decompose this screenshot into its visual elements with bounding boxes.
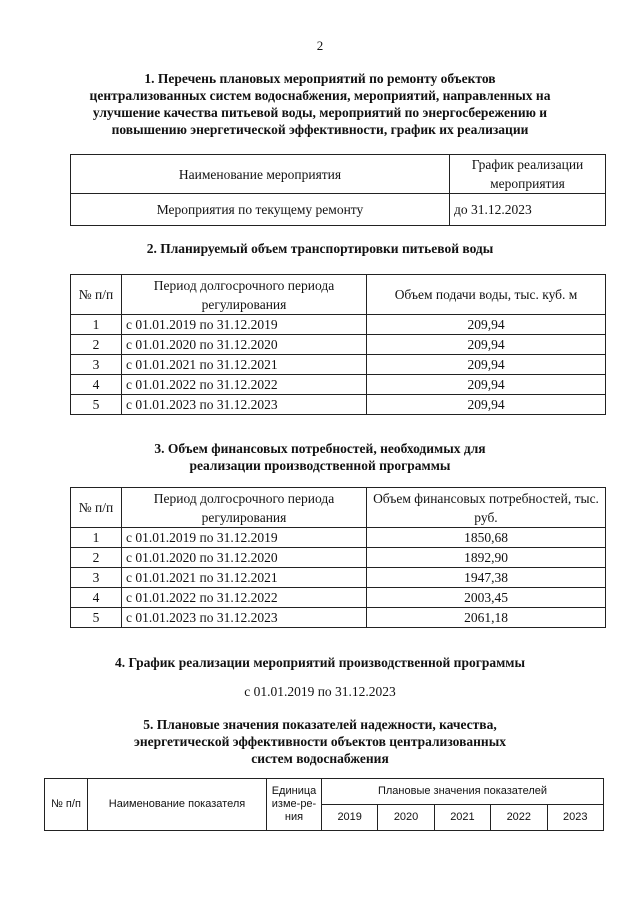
row-num: 2: [71, 548, 122, 568]
schedule-period-text: с 01.01.2019 по 31.12.2023: [244, 684, 396, 699]
header-measure-name: Наименование мероприятия: [71, 155, 450, 194]
row-num: 5: [71, 395, 122, 415]
header-volume: Объем подачи воды, тыс. куб. м: [367, 275, 606, 315]
section-4-title-line: 4. График реализации мероприятий производственной программы: [114, 655, 526, 670]
section-4-title: [0, 654, 640, 671]
row-value: 2061,18: [367, 608, 606, 628]
section-1-title-line: 1. Перечень плановых мероприятий по ремонту объектов: [144, 71, 496, 86]
row-value: 1892,90: [367, 548, 606, 568]
section-3-title: [0, 440, 640, 474]
section-5-title-line: 5. Плановые значения показателей надежности, качества,: [143, 717, 497, 732]
row-period: с 01.01.2023 по 31.12.2023: [122, 608, 367, 628]
section-5-title: [0, 716, 640, 767]
table-row: [71, 395, 606, 415]
row-period: с 01.01.2020 по 31.12.2020: [122, 335, 367, 355]
row-period: с 01.01.2021 по 31.12.2021: [122, 568, 367, 588]
header-period: Период долгосрочного периода регулирования: [122, 488, 367, 528]
financial-needs-table: [70, 487, 606, 628]
section-3-title-line: 3. Объем финансовых потребностей, необходимых для: [154, 441, 486, 456]
table-row: [71, 355, 606, 375]
row-value: 209,94: [367, 395, 606, 415]
measure-name: Мероприятия по текущему ремонту: [71, 194, 450, 226]
table-row: [71, 528, 606, 548]
row-value: 1850,68: [367, 528, 606, 548]
row-value: 2003,45: [367, 588, 606, 608]
header-num: № п/п: [71, 275, 122, 315]
row-value: 1947,38: [367, 568, 606, 588]
row-period: с 01.01.2021 по 31.12.2021: [122, 355, 367, 375]
row-period: с 01.01.2022 по 31.12.2022: [122, 375, 367, 395]
row-num: 3: [71, 355, 122, 375]
section-3-title-line: реализации производственной программы: [189, 458, 451, 473]
header-planned-values: Плановые значения показателей: [322, 779, 604, 805]
header-unit: Единица изме-ре-ния: [267, 779, 322, 831]
header-year: 2020: [378, 805, 434, 831]
section-2-title-line: 2. Планируемый объем транспортировки питьевой воды: [146, 241, 494, 256]
row-num: 4: [71, 588, 122, 608]
header-year: 2019: [322, 805, 378, 831]
section-1-title-line: централизованных систем водоснабжения, мероприятий, направленных на: [89, 88, 551, 103]
page-number: 2: [316, 38, 324, 53]
header-year: 2021: [434, 805, 490, 831]
header-year: 2023: [547, 805, 604, 831]
section-1-title-line: повышению энергетической эффективности, график их реализации: [111, 122, 529, 137]
row-value: 209,94: [367, 315, 606, 335]
row-period: с 01.01.2019 по 31.12.2019: [122, 315, 367, 335]
measures-table: [70, 154, 606, 226]
indicators-table: [44, 778, 604, 831]
row-period: с 01.01.2019 по 31.12.2019: [122, 528, 367, 548]
section-1-title: [0, 70, 640, 138]
measure-deadline: до 31.12.2023: [450, 194, 606, 226]
row-num: 1: [71, 315, 122, 335]
row-period: с 01.01.2023 по 31.12.2023: [122, 395, 367, 415]
table-row: [71, 194, 606, 226]
row-value: 209,94: [367, 335, 606, 355]
header-schedule: График реализации мероприятия: [450, 155, 606, 194]
section-2-title: [0, 240, 640, 257]
row-num: 1: [71, 528, 122, 548]
row-period: с 01.01.2022 по 31.12.2022: [122, 588, 367, 608]
row-num: 5: [71, 608, 122, 628]
section-1-title-line: улучшение качества питьевой воды, мероприятий по энергосбережению и: [92, 105, 548, 120]
row-num: 2: [71, 335, 122, 355]
header-financial-volume: Объем финансовых потребностей, тыс. руб.: [367, 488, 606, 528]
header-num: № п/п: [71, 488, 122, 528]
table-row: [71, 315, 606, 335]
header-num: № п/п: [45, 779, 88, 831]
table-row: [71, 608, 606, 628]
header-year: 2022: [491, 805, 547, 831]
section-5-title-line: систем водоснабжения: [251, 751, 389, 766]
table-row: [71, 588, 606, 608]
header-period: Период долгосрочного периода регулирования: [122, 275, 367, 315]
table-row: [71, 335, 606, 355]
table-row: [71, 568, 606, 588]
table-row: [71, 375, 606, 395]
row-num: 4: [71, 375, 122, 395]
row-period: с 01.01.2020 по 31.12.2020: [122, 548, 367, 568]
row-value: 209,94: [367, 375, 606, 395]
section-5-title-line: энергетической эффективности объектов централизованных: [133, 734, 506, 749]
row-value: 209,94: [367, 355, 606, 375]
table-row: [71, 548, 606, 568]
row-num: 3: [71, 568, 122, 588]
water-transport-table: [70, 274, 606, 415]
header-indicator-name: Наименование показателя: [88, 779, 267, 831]
